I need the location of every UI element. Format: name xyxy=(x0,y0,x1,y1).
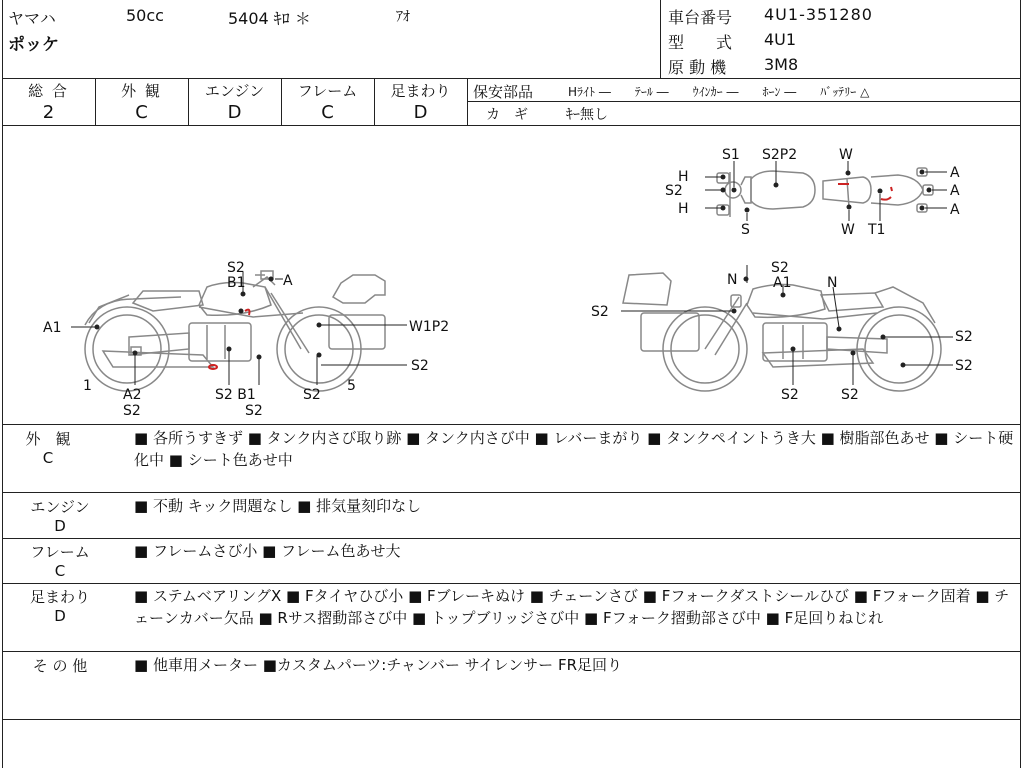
note-suspension-label xyxy=(4,586,116,625)
tv-w-bottom: W xyxy=(841,222,855,238)
tv-h1: H xyxy=(678,169,689,185)
grade-frame-value: C xyxy=(321,102,334,123)
type-value: 4U1 xyxy=(764,30,797,49)
grade-suspension xyxy=(374,80,467,123)
lv-a2: A2 xyxy=(123,387,142,403)
notes-line-1 xyxy=(2,492,1020,493)
grade-exterior-label: 外 観 xyxy=(121,82,162,100)
key-label: カ ギ xyxy=(486,107,528,123)
grade-frame xyxy=(281,80,374,123)
note-frame-grade: C xyxy=(54,562,66,580)
note-exterior-label xyxy=(4,428,92,467)
frame-no-label: 車台番号 xyxy=(668,8,733,27)
type-label: 型 式 xyxy=(668,33,733,52)
rv-n-mid: N xyxy=(827,275,838,291)
tv-s2-left: S2 xyxy=(665,183,683,199)
tv-a2: A xyxy=(950,183,960,199)
tv-a3: A xyxy=(950,202,960,218)
rv-a1: A1 xyxy=(773,275,792,291)
notes-line-3 xyxy=(2,583,1020,584)
notes-line-5 xyxy=(2,719,1020,720)
lv-s2-right: S2 xyxy=(411,358,429,374)
note-engine-title: エンジン xyxy=(30,498,90,516)
grade-suspension-label: 足まわり xyxy=(390,82,451,100)
note-frame-title: フレーム xyxy=(30,543,90,561)
notes-line-4 xyxy=(2,651,1020,652)
right-view-labels xyxy=(591,260,973,403)
rv-s2-left: S2 xyxy=(591,304,609,320)
note-frame-label xyxy=(4,541,116,580)
grades-mid-line xyxy=(467,101,1020,102)
lv-num5: 5 xyxy=(347,378,356,394)
lv-a1-left: A1 xyxy=(43,320,62,336)
header-bottom-line xyxy=(2,78,1020,79)
tv-w-top: W xyxy=(839,147,853,163)
lv-b1-top: B1 xyxy=(227,275,246,291)
tv-a1: A xyxy=(950,165,960,181)
mileage: 5404 ｷﾛ ＊ xyxy=(228,9,311,28)
rv-s2-b1: S2 xyxy=(781,387,799,403)
note-engine-grade: D xyxy=(54,517,66,535)
grade-frame-label: フレーム xyxy=(297,82,358,100)
key-value: ｷｰ無し xyxy=(566,107,608,123)
rv-s2-r1: S2 xyxy=(955,329,973,345)
grade-divider-5 xyxy=(467,78,468,125)
bike-diagram xyxy=(3,127,1019,423)
safety-items: Hﾗｲﾄ ― ﾃｰﾙ ― ｳｲﾝｶｰ ― ﾎｰﾝ ― ﾊﾞｯﾃﾘｰ △ xyxy=(568,85,870,99)
rv-s2-b2: S2 xyxy=(841,387,859,403)
grade-exterior xyxy=(95,80,188,123)
rv-s2-r2: S2 xyxy=(955,358,973,374)
tv-s2p2: S2P2 xyxy=(762,147,798,163)
note-exterior-title: 外 観 xyxy=(25,430,71,448)
frame-right xyxy=(1020,0,1021,768)
engine-value: 3M8 xyxy=(764,55,799,74)
frame-no: 4U1-351280 xyxy=(764,5,873,24)
note-other-label xyxy=(4,655,116,676)
top-view-labels xyxy=(665,147,960,238)
grades-bottom-line xyxy=(2,125,1020,126)
diagram-bottom-line xyxy=(2,424,1020,425)
note-other-text: ■ 他車用メーター ■カスタムパーツ:チャンバー サイレンサー FR足回り xyxy=(134,656,622,674)
note-exterior-grade: C xyxy=(42,449,54,467)
note-other-title: そ の 他 xyxy=(32,657,88,675)
engine-label: 原 動 機 xyxy=(668,58,727,77)
lv-s2-a: S2 xyxy=(123,403,141,419)
top-view-damage-marks xyxy=(838,184,892,200)
note-engine-label xyxy=(4,496,116,535)
notes-line-2 xyxy=(2,538,1020,539)
tv-t1: T1 xyxy=(868,222,886,238)
grade-exterior-value: C xyxy=(135,102,148,123)
grade-engine-value: D xyxy=(227,102,242,123)
maker-name: ヤマハ xyxy=(8,9,56,28)
lv-s2-b: S2 xyxy=(245,403,263,419)
safety-label: 保安部品 xyxy=(473,83,534,101)
grade-suspension-value: D xyxy=(413,102,428,123)
lv-num1: 1 xyxy=(83,378,92,394)
grade-overall-value: 2 xyxy=(42,102,55,123)
lv-s2-top: S2 xyxy=(227,260,245,276)
lv-w1p2: W1P2 xyxy=(409,319,450,335)
lv-s2-c: S2 xyxy=(303,387,321,403)
displacement: 50cc xyxy=(126,6,164,25)
grade-engine xyxy=(188,80,281,123)
note-engine-text: ■ 不動 キック問題なし ■ 排気量刻印なし xyxy=(134,497,422,515)
grade-engine-label: エンジン xyxy=(204,82,265,100)
lv-s2b1: S2 B1 xyxy=(215,387,256,403)
header-divider xyxy=(660,0,661,78)
note-frame-text: ■ フレームさび小 ■ フレーム色あせ大 xyxy=(134,542,401,560)
note-exterior-text: ■ 各所うすきず ■ タンク内さび取り跡 ■ タンク内さび中 ■ レバーまがり ■ タンクペイントうき大 ■ 樹脂部色あせ ■ シート硬化中 ■ シート色あせ中 xyxy=(134,429,1014,469)
tv-s-bottom: S xyxy=(741,222,750,238)
note-suspension-grade: D xyxy=(54,607,66,625)
tv-s1: S1 xyxy=(722,147,740,163)
rv-s2-top: S2 xyxy=(771,260,789,276)
model-name: ポッケ xyxy=(8,35,59,55)
note-suspension-text: ■ ステムベアリングX ■ Fタイヤひび小 ■ Fブレーキぬけ ■ チェーンさび ■ Fフォークダストシールひび ■ Fフォーク固着 ■ チェーンカバー欠品 ■ Rサス摺動部さび中 ■ トップブリッジさび中 ■ Fフォーク摺動部さび中 ■ F足回りねじれ xyxy=(134,587,1010,627)
grade-overall xyxy=(2,80,95,123)
rv-n-top: N xyxy=(727,272,738,288)
color: ｱｵ xyxy=(396,9,410,25)
tv-h2: H xyxy=(678,201,689,217)
grade-overall-label: 総 合 xyxy=(28,82,69,100)
lv-a-top: A xyxy=(283,273,293,289)
note-suspension-title: 足まわり xyxy=(29,588,90,606)
